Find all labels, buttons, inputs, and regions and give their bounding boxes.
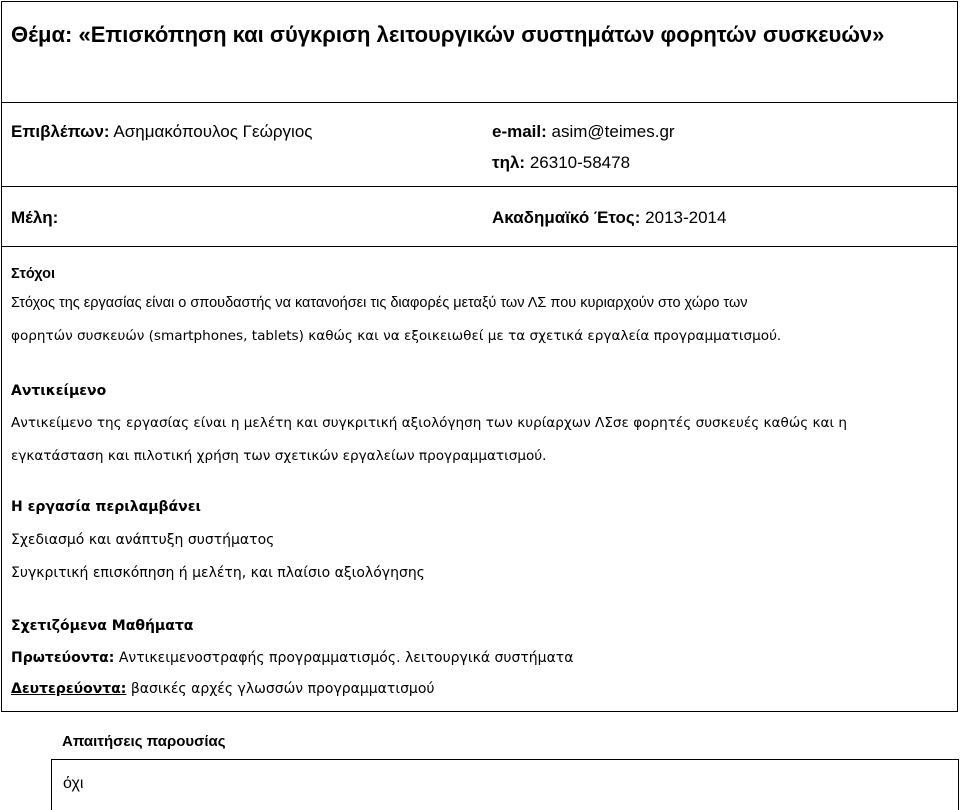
courses-heading: Σχετιζόμενα Μαθήματα xyxy=(11,618,194,634)
includes-item: Σχεδιασμό και ανάπτυξη συστήματος xyxy=(11,532,275,548)
primary-courses-label: Πρωτεύοντα: xyxy=(11,650,115,666)
secondary-courses-value: βασικές αρχές γλωσσών προγραμματισμού xyxy=(130,681,435,697)
phone-value: 26310-58478 xyxy=(529,153,631,172)
email-row xyxy=(492,122,675,142)
supervisor-label: Επιβλέπων: xyxy=(11,122,110,141)
phone-label: τηλ: xyxy=(492,153,526,172)
divider xyxy=(1,246,958,247)
goals-heading: Στόχοι xyxy=(11,266,55,282)
includes-heading: Η εργασία περιλαμβάνει xyxy=(11,499,201,515)
academic-year-value: 2013-2014 xyxy=(645,208,727,227)
members-label: Μέλη: xyxy=(11,208,59,227)
email-label: e-mail: xyxy=(492,122,547,141)
divider xyxy=(1,102,958,103)
academic-year-label: Ακαδημαϊκό Έτος: xyxy=(492,208,641,227)
project-info-table xyxy=(1,1,958,712)
primary-courses-value: Αντικειμενοστραφής προγραμματισμός. λειτουργικά συστήματα xyxy=(118,650,574,666)
goals-text-line1: Στόχος της εργασίας είναι ο σπουδαστής να κατανοήσει τις διαφορές μεταξύ των ΛΣ που κυριαρχούν στο χώρο των xyxy=(11,295,748,311)
attendance-box xyxy=(51,759,959,810)
divider xyxy=(1,186,958,187)
goals-text-line2: φορητών συσκευών (smartphones, tablets) καθώς και να εξοικειωθεί με τα σχετικά εργαλεία προγραμματισμού. xyxy=(11,328,782,344)
primary-courses-row xyxy=(11,649,573,667)
supervisor-name: Ασημακόπουλος Γεώργιος xyxy=(113,122,313,141)
objective-heading: Αντικείμενο xyxy=(11,383,107,399)
email-value: asim@teimes.gr xyxy=(551,122,675,141)
objective-text-line2: εγκατάσταση και πιλοτική χρήση των σχετικών εργαλείων προγραμματισμού. xyxy=(11,448,547,464)
attendance-value: όχι xyxy=(63,775,84,792)
supervisor-row xyxy=(11,122,312,142)
page-title: Θέμα: «Επισκόπηση και σύγκριση λειτουργικών συστημάτων φορητών συσκευών» xyxy=(11,22,885,47)
objective-text-line1: Αντικείμενο της εργασίας είναι η μελέτη και συγκριτική αξιολόγηση των κυρίαρχων ΛΣσε φορητές συσκευές καθώς και η xyxy=(11,415,848,431)
attendance-heading: Απαιτήσεις παρουσίας xyxy=(62,733,226,750)
phone-row xyxy=(492,153,630,173)
secondary-courses-label: Δευτερεύοντα: xyxy=(11,681,127,697)
includes-item: Συγκριτική επισκόπηση ή μελέτη, και πλαίσιο αξιολόγησης xyxy=(11,565,425,581)
academic-year-row xyxy=(492,208,726,228)
secondary-courses-row xyxy=(11,680,435,698)
